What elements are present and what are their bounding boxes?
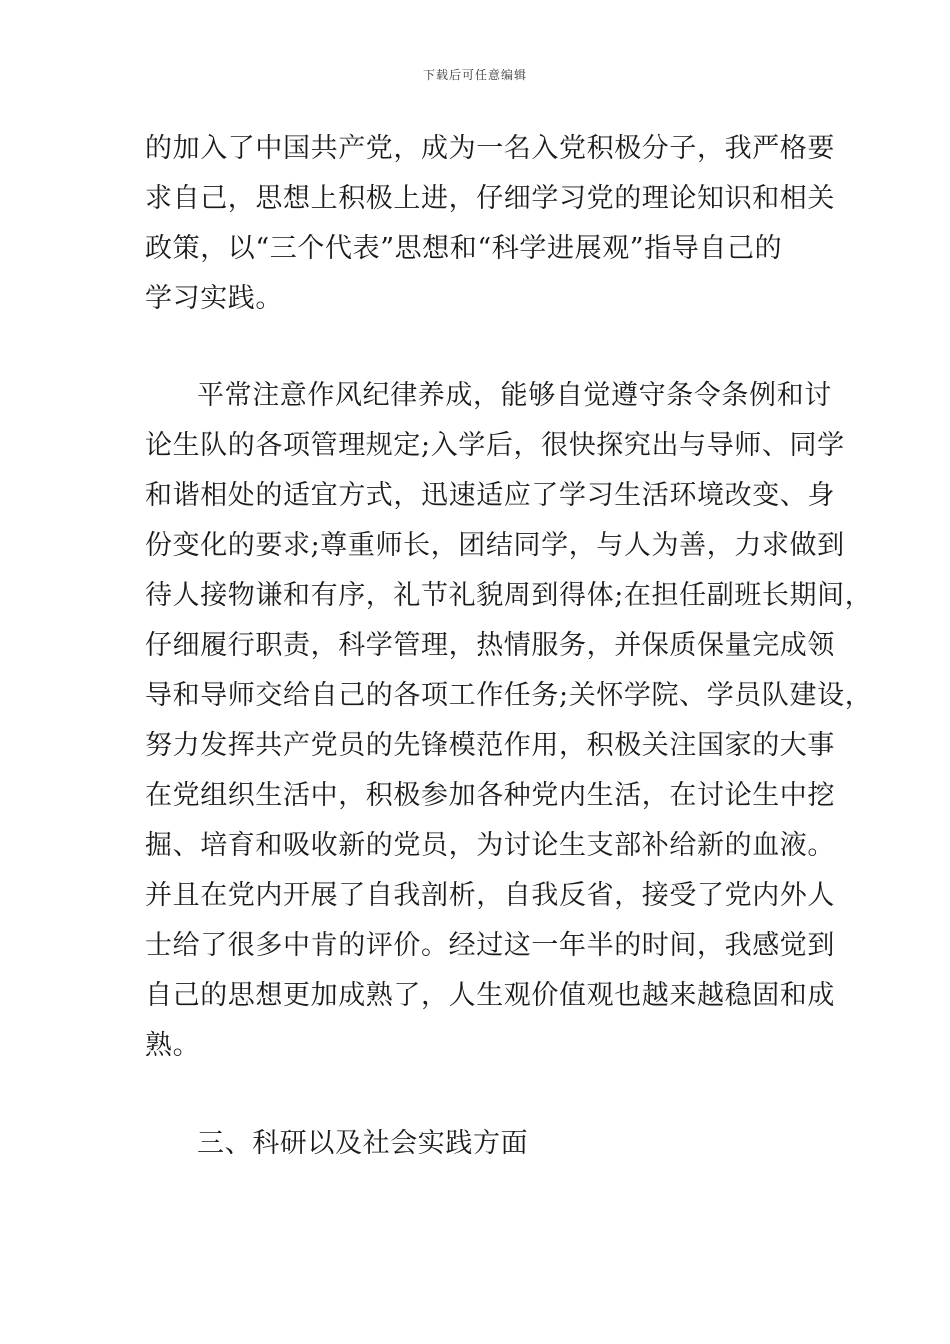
paragraph-2 [145,371,873,1071]
text-line: 自己的思想更加成熟了，人生观价值观也越来越稳固和成 [145,980,835,1011]
document-body [145,124,873,1169]
text-line: 的加入了中国共产党，成为一名入党积极分子，我严格要 [145,133,835,164]
text-line: 导和导师交给自己的各项工作任务;关怀学院、学员队建设， [145,680,873,711]
text-line: 并且在党内开展了自我剖析，自我反省，接受了党内外人 [145,880,835,911]
text-line: 学习实践。 [145,283,283,314]
text-line: 努力发挥共产党员的先锋模范作用，积极关注国家的大事 [145,730,835,761]
paragraph-spacer [145,1071,825,1119]
text-line: 掘、培育和吸收新的党员，为讨论生支部补给新的血液。 [145,830,835,861]
text-line: 和谐相处的适宜方式，迅速适应了学习生活环境改变、身 [145,480,835,511]
text-line: 求自己，思想上积极上进，仔细学习党的理论知识和相关 [145,183,835,214]
text-line: 熟。 [145,1030,201,1061]
text-line: 待人接物谦和有序，礼节礼貌周到得体;在担任副班长期间， [145,580,873,611]
text-line: 份变化的要求;尊重师长，团结同学，与人为善，力求做到 [145,530,845,561]
paragraph-spacer [145,324,825,371]
page-header-note: 下载后可任意编辑 [422,68,527,82]
text-line: 士给了很多中肯的评价。经过这一年半的时间，我感觉到 [145,930,835,961]
text-line: 论生队的各项管理规定;入学后，很快探究出与导师、同学 [145,430,845,461]
text-line: 政策，以“三个代表”思想和“科学进展观”指导自己的 [145,233,783,264]
section-heading [145,1119,825,1169]
heading-text: 三、科研以及社会实践方面 [197,1128,529,1159]
text-line: 在党组织生活中，积极参加各种党内生活，在讨论生中挖 [145,780,835,811]
paragraph-1 [145,124,835,324]
text-line: 平常注意作风纪律养成，能够自觉遵守条令条例和讨 [197,380,832,411]
text-line: 仔细履行职责，科学管理，热情服务，并保质保量完成领 [145,630,835,661]
